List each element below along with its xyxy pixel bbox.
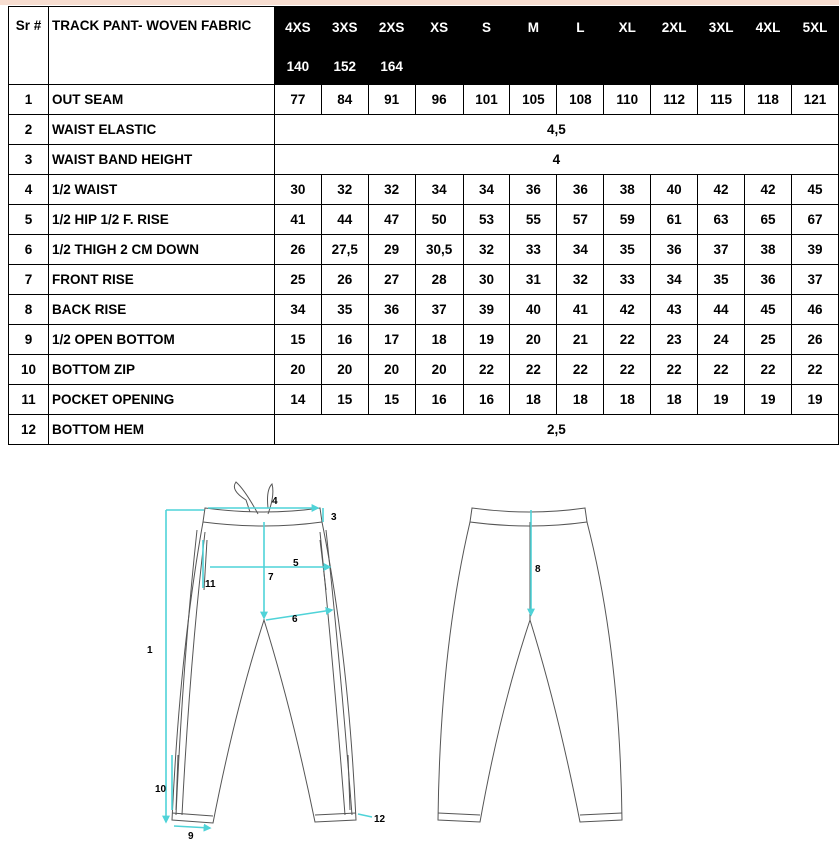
table-row: [9, 115, 839, 145]
row-number: 5: [9, 205, 49, 235]
row-number: 1: [9, 85, 49, 115]
measure-6-thigh: [266, 610, 332, 620]
measurement-value: 57: [557, 205, 604, 235]
measurement-value: 65: [745, 205, 792, 235]
measurement-value: 20: [274, 355, 321, 385]
row-number: 6: [9, 235, 49, 265]
measurement-value: 45: [745, 295, 792, 325]
measurement-value: 46: [791, 295, 838, 325]
row-number: 8: [9, 295, 49, 325]
table-row: [9, 385, 839, 415]
measurement-value: 30: [274, 175, 321, 205]
measurement-value: 27,5: [321, 235, 368, 265]
measurement-name: 1/2 HIP 1/2 F. RISE: [48, 205, 274, 235]
measurement-value: 18: [557, 385, 604, 415]
size-label: S: [463, 7, 510, 48]
height-label: [557, 48, 604, 85]
measurement-value: 34: [415, 175, 463, 205]
measurement-value: 30: [463, 265, 510, 295]
measurement-value: 16: [415, 385, 463, 415]
measurement-value: 34: [557, 235, 604, 265]
measurement-value: 20: [368, 355, 415, 385]
label-10: 10: [155, 784, 167, 795]
measurement-value: 17: [368, 325, 415, 355]
size-label: 4XL: [745, 7, 792, 48]
measurement-value: 29: [368, 235, 415, 265]
measurement-value: 23: [651, 325, 698, 355]
size-label: XL: [604, 7, 651, 48]
measurement-value: 36: [510, 175, 557, 205]
measurement-value: 32: [321, 175, 368, 205]
table-title: TRACK PANT- WOVEN FABRIC: [48, 7, 274, 85]
measurement-value: 34: [274, 295, 321, 325]
measurement-value: 14: [274, 385, 321, 415]
measurement-value: 26: [274, 235, 321, 265]
row-number: 4: [9, 175, 49, 205]
size-label: 2XS: [368, 7, 415, 48]
measurement-value: 47: [368, 205, 415, 235]
height-label: [510, 48, 557, 85]
measurement-value: 39: [463, 295, 510, 325]
left-side-stripe: [176, 530, 197, 815]
size-label: L: [557, 7, 604, 48]
measurement-value: 25: [745, 325, 792, 355]
measurement-value: 101: [463, 85, 510, 115]
label-5: 5: [293, 558, 299, 569]
measurement-value: 39: [791, 235, 838, 265]
measurement-value: 18: [510, 385, 557, 415]
measurement-value: 18: [604, 385, 651, 415]
measurement-value: 44: [321, 205, 368, 235]
measurement-value: 22: [745, 355, 792, 385]
measurement-value: 33: [604, 265, 651, 295]
row-number: 11: [9, 385, 49, 415]
measurement-name: 1/2 THIGH 2 CM DOWN: [48, 235, 274, 265]
measurement-value: 27: [368, 265, 415, 295]
label-12: 12: [374, 814, 386, 825]
measurement-value: 32: [557, 265, 604, 295]
label-11: 11: [205, 579, 216, 590]
size-label: 4XS: [274, 7, 321, 48]
row-number: 2: [9, 115, 49, 145]
measurement-value: 37: [415, 295, 463, 325]
table-row: [9, 355, 839, 385]
measurement-value: 40: [510, 295, 557, 325]
measurement-value: 18: [651, 385, 698, 415]
measurement-value: 20: [510, 325, 557, 355]
measurement-value: 22: [604, 355, 651, 385]
table-row: [9, 205, 839, 235]
height-label: [745, 48, 792, 85]
measurement-value: 118: [745, 85, 792, 115]
size-spec-table: [8, 6, 839, 445]
measurement-value: 42: [698, 175, 745, 205]
measurement-value: 96: [415, 85, 463, 115]
height-label: [604, 48, 651, 85]
measurement-value: 33: [510, 235, 557, 265]
height-label: 140: [274, 48, 321, 85]
back-view: [438, 508, 622, 822]
height-label: [463, 48, 510, 85]
measurement-name: 1/2 OPEN BOTTOM: [48, 325, 274, 355]
measurement-value: 34: [651, 265, 698, 295]
height-label: [791, 48, 838, 85]
measurement-value: 55: [510, 205, 557, 235]
measurement-value: 15: [274, 325, 321, 355]
table-row: [9, 265, 839, 295]
measurement-value: 35: [698, 265, 745, 295]
measurement-name: OUT SEAM: [48, 85, 274, 115]
front-waistband: [203, 508, 322, 526]
measurement-value: 19: [745, 385, 792, 415]
table-row: [9, 85, 839, 115]
measurement-value: 25: [274, 265, 321, 295]
measurement-value: 31: [510, 265, 557, 295]
measurement-name: 1/2 WAIST: [48, 175, 274, 205]
label-3: 3: [331, 512, 337, 523]
measurement-value: 28: [415, 265, 463, 295]
measurement-value: 19: [791, 385, 838, 415]
measurement-name: WAIST ELASTIC: [48, 115, 274, 145]
measurement-value: 37: [698, 235, 745, 265]
measurement-value: 36: [745, 265, 792, 295]
measurement-value: 36: [651, 235, 698, 265]
size-label: 3XS: [321, 7, 368, 48]
size-label: 5XL: [791, 7, 838, 48]
measurement-name: BOTTOM HEM: [48, 415, 274, 445]
measurement-value: 63: [698, 205, 745, 235]
height-label: 164: [368, 48, 415, 85]
sr-header: Sr #: [9, 7, 49, 85]
label-1: 1: [147, 645, 153, 656]
label-7: 7: [268, 572, 274, 583]
measurement-value: 44: [698, 295, 745, 325]
row-number: 3: [9, 145, 49, 175]
measurement-value: 37: [791, 265, 838, 295]
measurement-value: 41: [274, 205, 321, 235]
row-number: 7: [9, 265, 49, 295]
height-label: [415, 48, 463, 85]
merged-value: 4,5: [274, 115, 838, 145]
row-number: 9: [9, 325, 49, 355]
measurement-name: WAIST BAND HEIGHT: [48, 145, 274, 175]
back-waistband: [470, 508, 587, 526]
measurement-value: 38: [604, 175, 651, 205]
measurement-value: 15: [321, 385, 368, 415]
measurement-value: 112: [651, 85, 698, 115]
label-9: 9: [188, 831, 194, 842]
measurement-value: 36: [368, 295, 415, 325]
merged-value: 2,5: [274, 415, 838, 445]
measurement-value: 115: [698, 85, 745, 115]
size-label: 2XL: [651, 7, 698, 48]
table-row: [9, 415, 839, 445]
measurement-value: 18: [415, 325, 463, 355]
measurement-value: 41: [557, 295, 604, 325]
measurement-value: 16: [463, 385, 510, 415]
measurement-value: 53: [463, 205, 510, 235]
table-row: [9, 175, 839, 205]
height-label: 152: [321, 48, 368, 85]
measurement-value: 121: [791, 85, 838, 115]
measurement-value: 50: [415, 205, 463, 235]
measurement-value: 84: [321, 85, 368, 115]
measurement-value: 110: [604, 85, 651, 115]
measurement-value: 105: [510, 85, 557, 115]
track-pant-diagram: [0, 470, 839, 850]
measurement-value: 35: [604, 235, 651, 265]
row-number: 10: [9, 355, 49, 385]
right-pocket: [320, 540, 326, 590]
measurement-value: 22: [698, 355, 745, 385]
measurement-value: 42: [604, 295, 651, 325]
measurement-value: 22: [557, 355, 604, 385]
header-row-sizes: [9, 7, 839, 48]
measurement-value: 19: [463, 325, 510, 355]
measurement-value: 20: [415, 355, 463, 385]
measurement-value: 77: [274, 85, 321, 115]
measurement-value: 30,5: [415, 235, 463, 265]
measurement-value: 21: [557, 325, 604, 355]
measurement-value: 61: [651, 205, 698, 235]
measurement-value: 22: [510, 355, 557, 385]
measurement-value: 20: [321, 355, 368, 385]
measurement-value: 36: [557, 175, 604, 205]
measurement-value: 38: [745, 235, 792, 265]
measurement-value: 32: [463, 235, 510, 265]
measurement-value: 91: [368, 85, 415, 115]
measurement-value: 26: [791, 325, 838, 355]
measurement-value: 16: [321, 325, 368, 355]
measurement-name: FRONT RISE: [48, 265, 274, 295]
table-row: [9, 295, 839, 325]
measure-9-bottom: [174, 826, 210, 828]
drawstring-left: [234, 482, 258, 514]
measurement-value: 108: [557, 85, 604, 115]
measurement-value: 26: [321, 265, 368, 295]
table-row: [9, 325, 839, 355]
measurement-name: POCKET OPENING: [48, 385, 274, 415]
measurement-value: 35: [321, 295, 368, 325]
size-label: 3XL: [698, 7, 745, 48]
measurement-value: 67: [791, 205, 838, 235]
label-8: 8: [535, 564, 541, 575]
merged-value: 4: [274, 145, 838, 175]
measurement-value: 22: [651, 355, 698, 385]
measurement-name: BOTTOM ZIP: [48, 355, 274, 385]
measurement-value: 32: [368, 175, 415, 205]
measurement-value: 19: [698, 385, 745, 415]
size-label: M: [510, 7, 557, 48]
right-side-stripe: [326, 530, 352, 815]
top-accent-bar: [0, 0, 839, 5]
height-label: [698, 48, 745, 85]
label-4: 4: [272, 496, 278, 507]
measurement-value: 15: [368, 385, 415, 415]
table-row: [9, 145, 839, 175]
label-6: 6: [292, 614, 298, 625]
size-label: XS: [415, 7, 463, 48]
row-number: 12: [9, 415, 49, 445]
measurement-value: 45: [791, 175, 838, 205]
measurement-value: 59: [604, 205, 651, 235]
measurement-value: 24: [698, 325, 745, 355]
measurement-value: 22: [463, 355, 510, 385]
measurement-value: 22: [791, 355, 838, 385]
table-row: [9, 235, 839, 265]
measurement-value: 34: [463, 175, 510, 205]
measurement-name: BACK RISE: [48, 295, 274, 325]
measure-12-hem: [358, 814, 372, 817]
measurement-value: 43: [651, 295, 698, 325]
measurement-value: 22: [604, 325, 651, 355]
measurement-value: 42: [745, 175, 792, 205]
measurement-value: 40: [651, 175, 698, 205]
height-label: [651, 48, 698, 85]
